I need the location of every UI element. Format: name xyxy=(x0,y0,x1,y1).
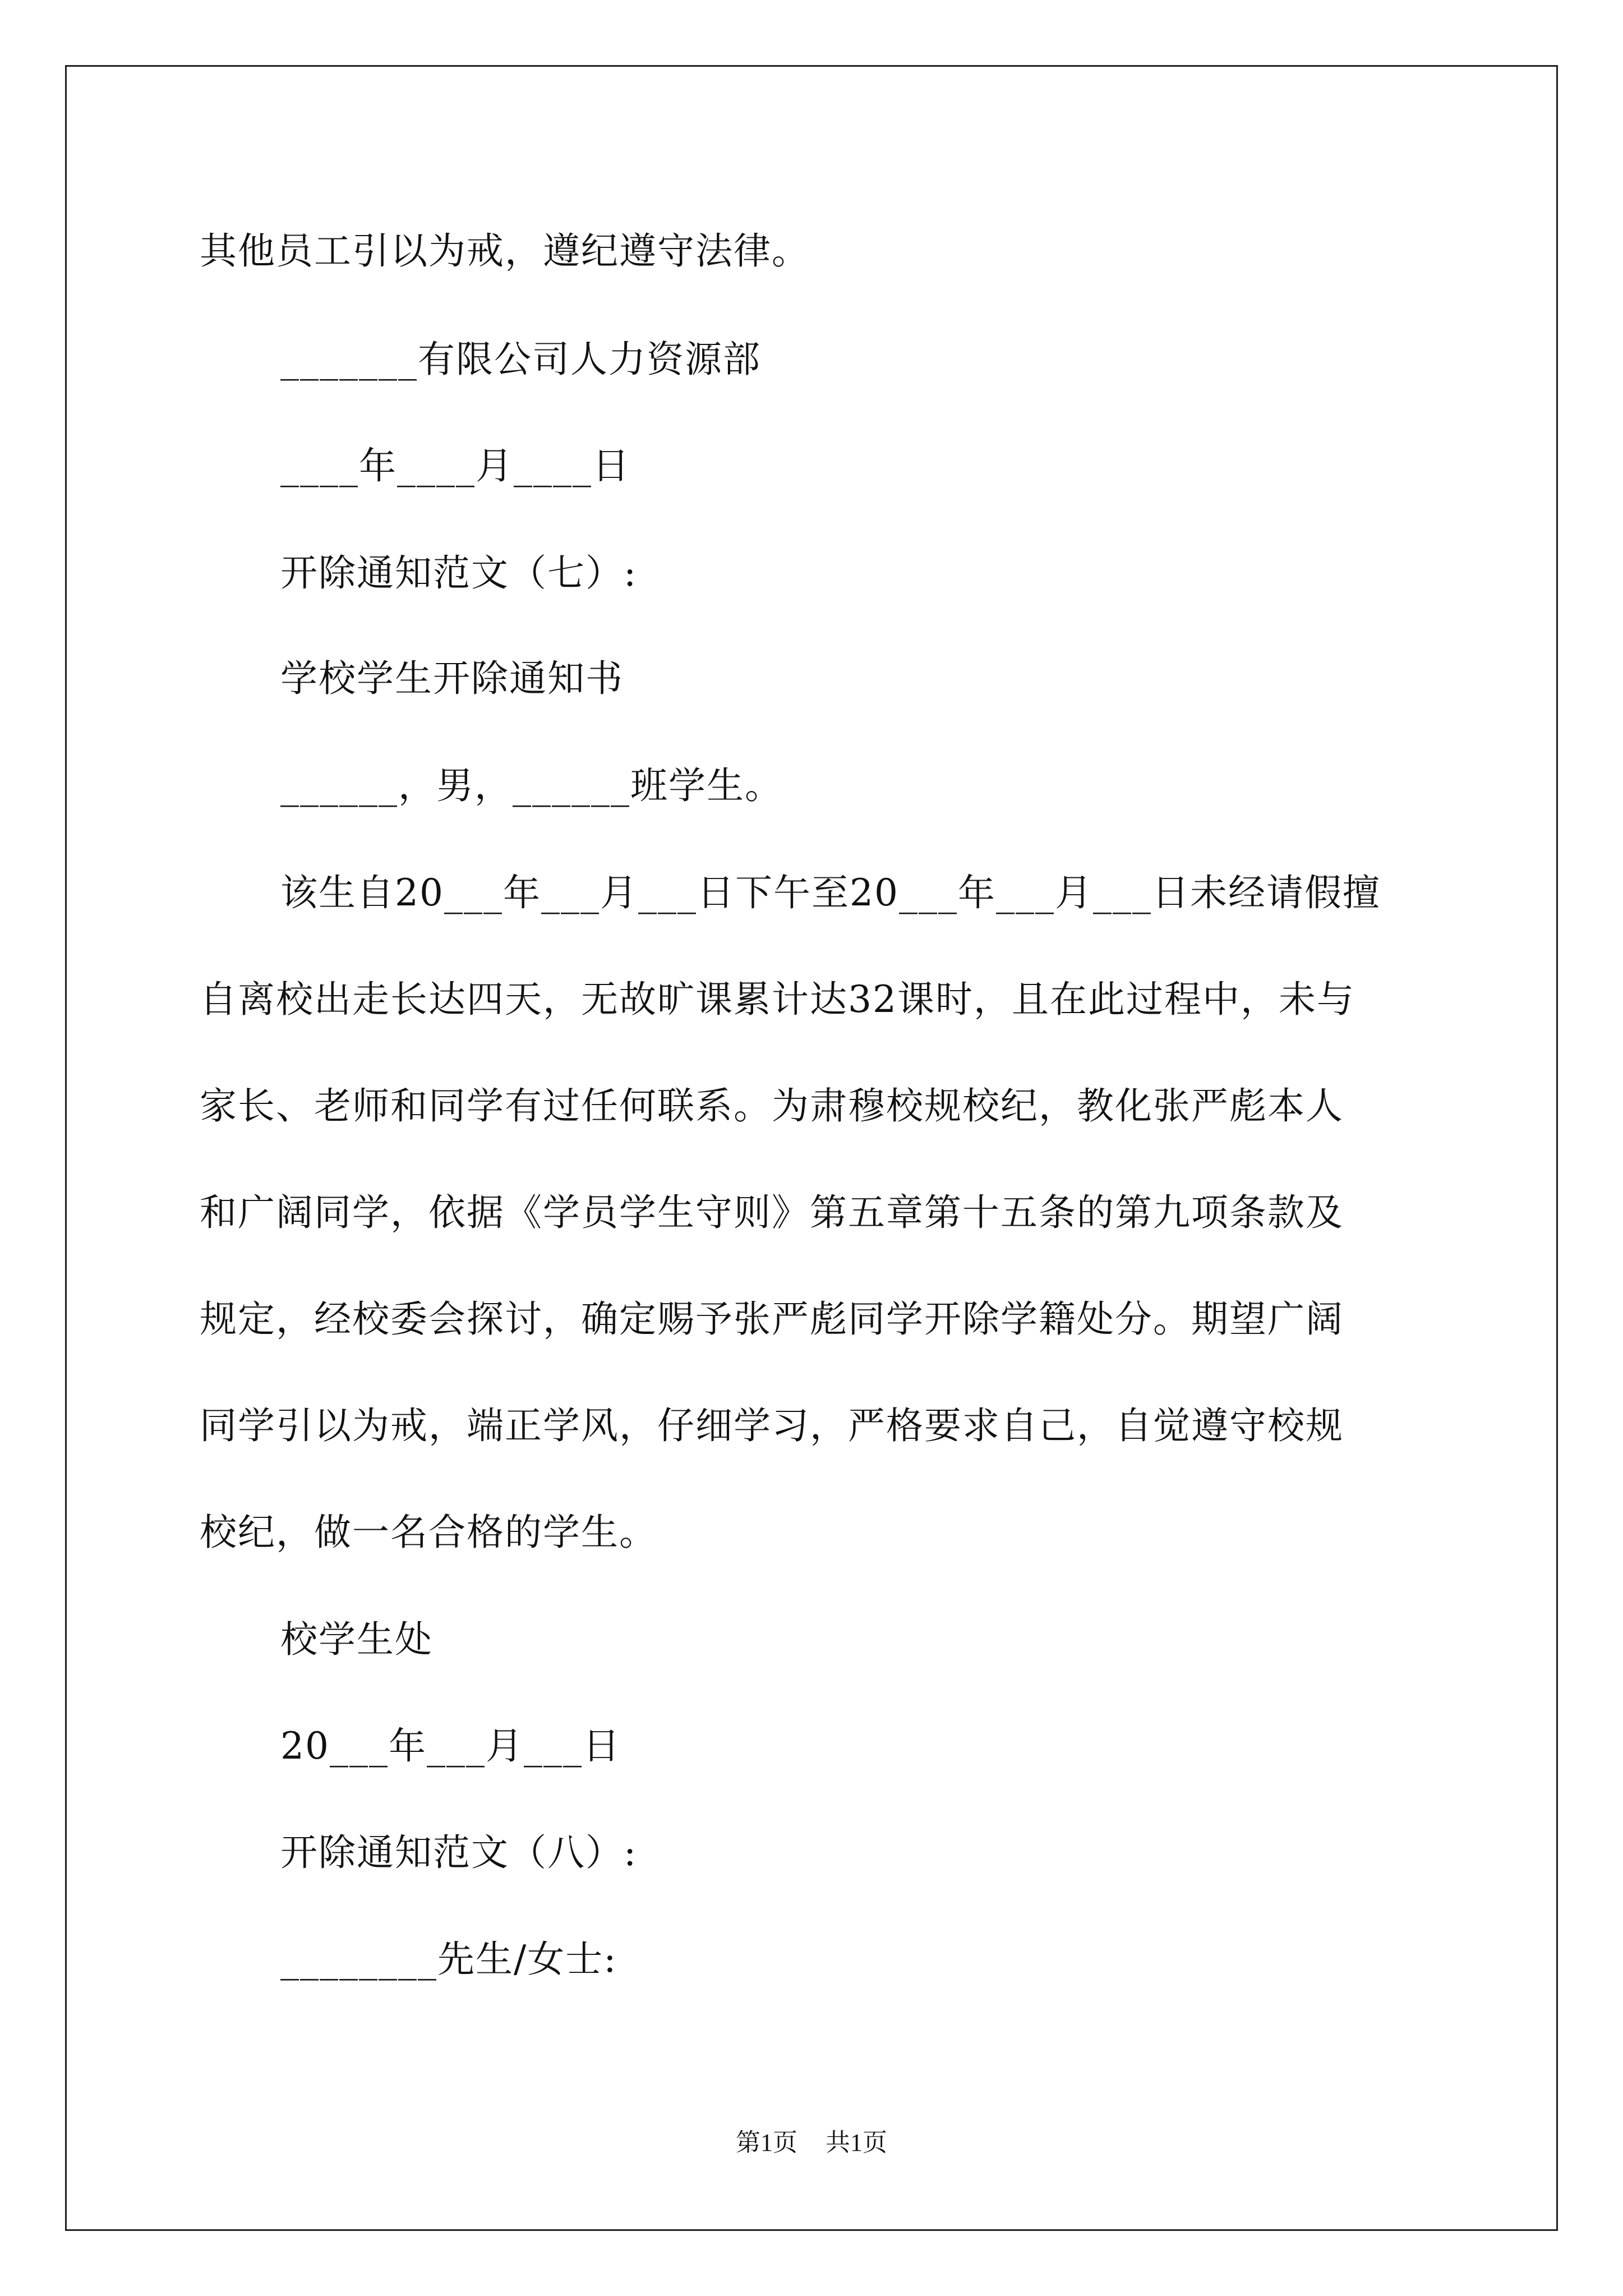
body-paragraph-line-5: 规定，经校委会探讨，确定赐予张严彪同学开除学籍处分。期望广阔 xyxy=(200,1297,1344,1341)
page-footer xyxy=(0,2127,1623,2159)
body-paragraph-line-4: 和广阔同学，依据《学员学生守则》第五章第十五条的第九项条款及 xyxy=(200,1191,1344,1234)
body-paragraph-line-1: 该生自20___年___月___日下午至20___年___月___日未经请假擅 xyxy=(280,871,1381,914)
company-signature-line: _______有限公司人力资源部 xyxy=(280,338,761,381)
student-info-line: ______，男，______班学生。 xyxy=(280,764,783,807)
date-line-1: ____年____月____日 xyxy=(280,444,630,487)
page-number-current: 第1页 xyxy=(736,2129,797,2156)
section-heading-7: 开除通知范文（七）: xyxy=(280,551,638,595)
body-paragraph-line-7: 校纪，做一名合格的学生。 xyxy=(200,1511,657,1554)
page-number-total: 共1页 xyxy=(826,2129,887,2156)
body-paragraph-line-2: 自离校出走长达四天，无故旷课累计达32课时，且在此过程中，未与 xyxy=(200,978,1355,1021)
body-paragraph-line-6: 同学引以为戒，端正学风，仔细学习，严格要求自己，自觉遵守校规 xyxy=(200,1404,1344,1447)
page-border xyxy=(65,65,1558,2231)
date-line-2: 20___年___月___日 xyxy=(280,1724,621,1768)
school-office-signature: 校学生处 xyxy=(280,1618,433,1661)
body-paragraph-line-3: 家长、老师和同学有过任何联系。为肃穆校规校纪，教化张严彪本人 xyxy=(200,1084,1344,1128)
section-heading-8: 开除通知范文（八）: xyxy=(280,1831,638,1874)
body-line-1: 其他员工引以为戒，遵纪遵守法律。 xyxy=(200,229,810,273)
notice-title: 学校学生开除通知书 xyxy=(280,657,624,700)
salutation-line: ________先生/女士: xyxy=(280,1938,617,1981)
